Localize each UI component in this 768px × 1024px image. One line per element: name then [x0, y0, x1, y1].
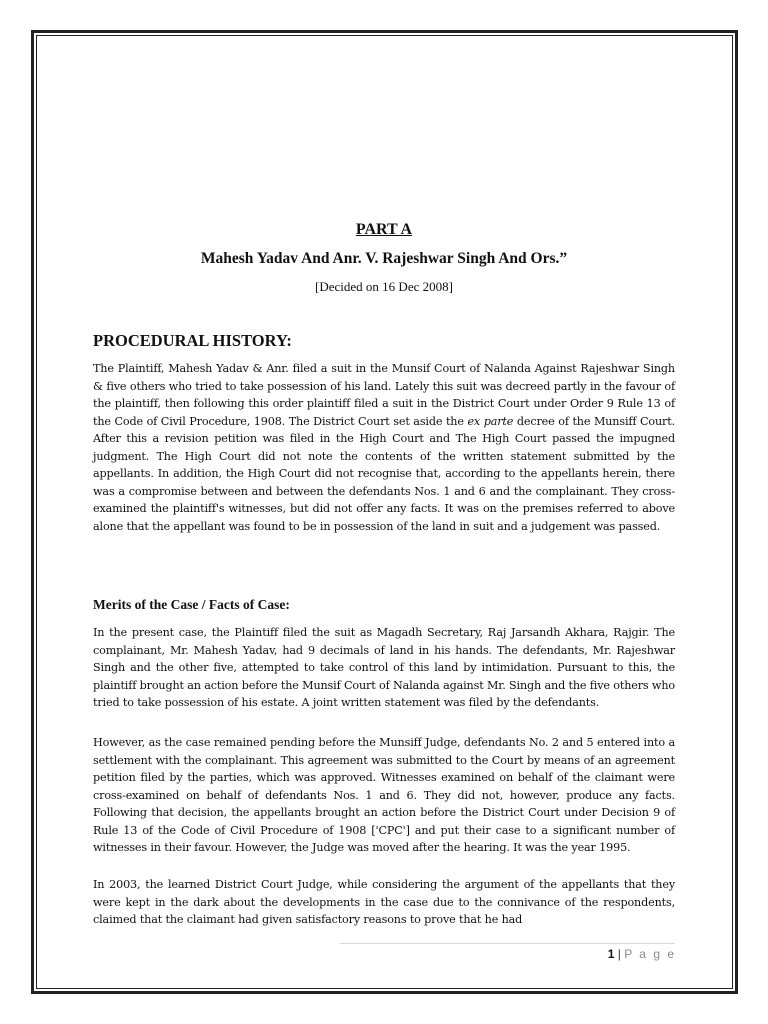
footer-divider — [340, 943, 675, 944]
procedural-text-italic: ex parte — [467, 414, 514, 428]
decided-date: [Decided on 16 Dec 2008] — [315, 279, 453, 294]
merits-paragraph-1: In the present case, the Plaintiff filed the suit as Magadh Secretary, Raj Jarsandh Akhara, Rajgir. The complainant, Mr. Mahesh Yadav, had 9 decimals of land in his hands. The defendants, Mr. Rajeshwar Singh and the other five, attempted to take control of this land by intimidation. Pursuant to this, the plaintiff brought an action before the Munsif Court of Nalanda against Mr. Singh and the five others who tried to take possession of his estate. A joint written statement was filed by the defendants. — [93, 626, 675, 709]
footer-separator: | — [617, 947, 621, 961]
procedural-history-paragraph — [93, 360, 675, 535]
page-footer — [560, 947, 676, 961]
case-title: Mahesh Yadav And Anr. V. Rajeshwar Singh And Ors.” — [200, 250, 568, 267]
part-title: PART A — [355, 221, 413, 238]
page-label: P a g e — [624, 947, 676, 961]
merits-paragraph-2: However, as the case remained pending before the Munsiff Judge, defendants No. 2 and 5 entered into a settlement with the complainant. This agreement was submitted to the Court by means of an agreement petition filed by the parties, which was approved. Witnesses examined on behalf of the claimant were cross-examined on behalf of defendants Nos. 1 and 6. They did not, however, produce any facts. Following that decision, the appellants brought an action before the District Court under Decision 9 of Rule 13 of the Code of Civil Procedure of 1908 ['CPC'] and put their case to a significant number of witnesses in their favour. However, the Judge was moved after the hearing. It was the year 1995. — [93, 736, 675, 854]
procedural-history-heading: PROCEDURAL HISTORY: — [93, 331, 292, 350]
merits-heading: Merits of the Case / Facts of Case: — [93, 597, 290, 612]
page-number: 1 — [607, 947, 615, 961]
procedural-text-before: The Plaintiff, Mahesh Yadav & Anr. filed a suit in the Munsif Court of Nalanda Against Rajeshwar Singh & five others who tried to take possession of his land. Lately this suit was decreed partly in the favour of the plaintiff, then following this order plaintiff filed a suit in the District Court under Order 9 Rule 13 of the Code of Civil Procedure, 1908. The District Court set aside the — [93, 362, 675, 428]
procedural-text-after: decree of the Munsiff Court. After this a revision petition was filed in the High Court and The High Court passed the impugned judgment. The High Court did not note the contents of the written statement submitted by the appellants. In addition, the High Court did not recognise that, according to the appellants herein, there was a compromise between and between the defendants Nos. 1 and 6 and the complainant. They cross-examined the plaintiff's witnesses, but did not offer any facts. It was on the premises referred to above alone that the appellant was found to be in possession of the land in suit and a judgement was passed. — [93, 414, 675, 533]
merits-paragraph-3: In 2003, the learned District Court Judge, while considering the argument of the appellants that they were kept in the dark about the developments in the case due to the connivance of the respondents, claimed that the claimant had given satisfactory reasons to prove that he had — [93, 878, 675, 926]
